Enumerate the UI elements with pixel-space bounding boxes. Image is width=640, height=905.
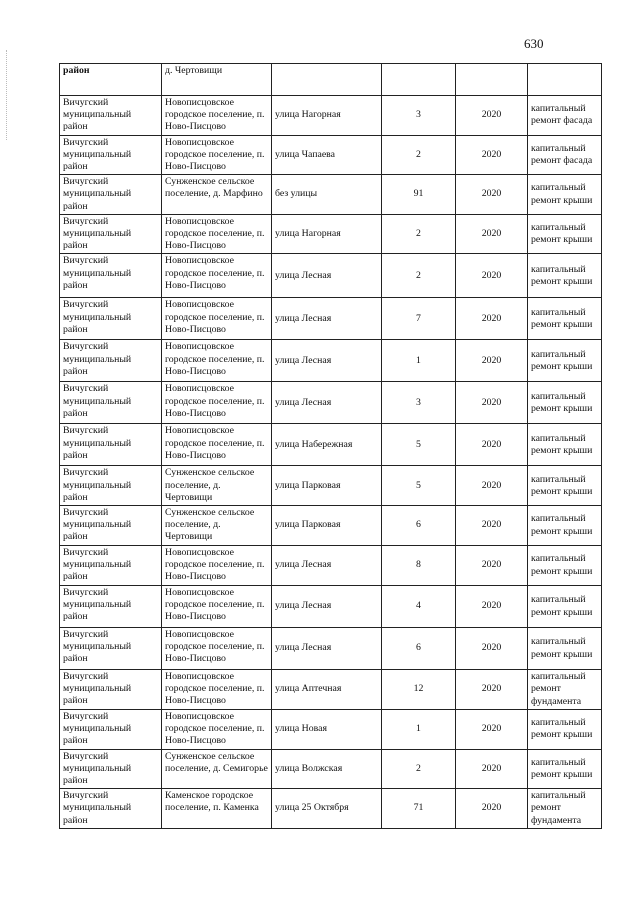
page-number: 630 bbox=[524, 36, 544, 51]
street-cell: улица 25 Октября bbox=[272, 789, 382, 829]
street-cell: улица Лесная bbox=[272, 298, 382, 340]
settlement-cell: Новописцовское городское поселение, п. Ново-Писцово bbox=[162, 546, 272, 586]
district-cell: Вичугский муниципальный район bbox=[60, 628, 162, 670]
year-cell: 2020 bbox=[456, 254, 528, 298]
settlement-cell: Сунженское сельское поселение, д. Чертовищи bbox=[162, 466, 272, 506]
house-number-cell: 8 bbox=[382, 546, 456, 586]
house-number-cell: 3 bbox=[382, 96, 456, 136]
house-number-cell: 6 bbox=[382, 628, 456, 670]
house-number-cell: 5 bbox=[382, 424, 456, 466]
district-cell: Вичугский муниципальный район bbox=[60, 340, 162, 382]
year-cell: 2020 bbox=[456, 135, 528, 175]
table-row bbox=[60, 749, 602, 789]
work-type-cell: капитальный ремонт крыши bbox=[528, 749, 602, 789]
district-cell: Вичугский муниципальный район bbox=[60, 96, 162, 136]
house-number-cell: 7 bbox=[382, 298, 456, 340]
settlement-cell: Сунженское сельское поселение, д. Семигорье bbox=[162, 749, 272, 789]
work-type-cell: капитальный ремонт крыши bbox=[528, 466, 602, 506]
table-row bbox=[60, 340, 602, 382]
street-cell: улица Нагорная bbox=[272, 214, 382, 254]
table-row bbox=[60, 254, 602, 298]
street-cell: улица Чапаева bbox=[272, 135, 382, 175]
table-row bbox=[60, 710, 602, 750]
year-cell: 2020 bbox=[456, 546, 528, 586]
district-cell: Вичугский муниципальный район bbox=[60, 424, 162, 466]
house-number-cell: 2 bbox=[382, 214, 456, 254]
street-cell bbox=[272, 64, 382, 96]
table-row bbox=[60, 670, 602, 710]
district-cell: район bbox=[60, 64, 162, 96]
settlement-cell: Новописцовское городское поселение, п. Ново-Писцово bbox=[162, 214, 272, 254]
year-cell: 2020 bbox=[456, 175, 528, 215]
year-cell: 2020 bbox=[456, 789, 528, 829]
year-cell: 2020 bbox=[456, 214, 528, 254]
street-cell: улица Парковая bbox=[272, 466, 382, 506]
table-row bbox=[60, 586, 602, 628]
table-row bbox=[60, 382, 602, 424]
table-row bbox=[60, 298, 602, 340]
work-type-cell: капитальный ремонт фасада bbox=[528, 135, 602, 175]
year-cell: 2020 bbox=[456, 710, 528, 750]
year-cell: 2020 bbox=[456, 506, 528, 546]
district-cell: Вичугский муниципальный район bbox=[60, 586, 162, 628]
repair-registry-table bbox=[59, 63, 602, 829]
district-cell: Вичугский муниципальный район bbox=[60, 710, 162, 750]
settlement-cell: Новописцовское городское поселение, п. Ново-Писцово bbox=[162, 710, 272, 750]
work-type-cell: капитальный ремонт крыши bbox=[528, 298, 602, 340]
work-type-cell: капитальный ремонт крыши bbox=[528, 424, 602, 466]
table-row bbox=[60, 135, 602, 175]
work-type-cell: капитальный ремонт крыши bbox=[528, 586, 602, 628]
year-cell: 2020 bbox=[456, 749, 528, 789]
settlement-cell: Каменское городское поселение, п. Каменка bbox=[162, 789, 272, 829]
year-cell: 2020 bbox=[456, 298, 528, 340]
street-cell: улица Лесная bbox=[272, 340, 382, 382]
work-type-cell: капитальный ремонт крыши bbox=[528, 214, 602, 254]
work-type-cell: капитальный ремонт крыши bbox=[528, 382, 602, 424]
settlement-cell: Новописцовское городское поселение, п. Ново-Писцово bbox=[162, 340, 272, 382]
work-type-cell: капитальный ремонт крыши bbox=[528, 710, 602, 750]
house-number-cell: 4 bbox=[382, 586, 456, 628]
district-cell: Вичугский муниципальный район bbox=[60, 298, 162, 340]
district-cell: Вичугский муниципальный район bbox=[60, 466, 162, 506]
settlement-cell: Сунженское сельское поселение, д. Чертовищи bbox=[162, 506, 272, 546]
house-number-cell: 1 bbox=[382, 340, 456, 382]
year-cell bbox=[456, 64, 528, 96]
table-row bbox=[60, 96, 602, 136]
table-row bbox=[60, 546, 602, 586]
work-type-cell: капитальный ремонт крыши bbox=[528, 546, 602, 586]
street-cell: улица Парковая bbox=[272, 506, 382, 546]
settlement-cell: Новописцовское городское поселение, п. Ново-Писцово bbox=[162, 298, 272, 340]
year-cell: 2020 bbox=[456, 96, 528, 136]
table-row bbox=[60, 789, 602, 829]
district-cell: Вичугский муниципальный район bbox=[60, 254, 162, 298]
street-cell: улица Лесная bbox=[272, 254, 382, 298]
house-number-cell: 6 bbox=[382, 506, 456, 546]
work-cell bbox=[528, 64, 602, 96]
settlement-cell: Новописцовское городское поселение, п. Ново-Писцово bbox=[162, 670, 272, 710]
district-cell: Вичугский муниципальный район bbox=[60, 175, 162, 215]
work-type-cell: капитальный ремонт фундамента bbox=[528, 670, 602, 710]
table-row bbox=[60, 628, 602, 670]
district-cell: Вичугский муниципальный район bbox=[60, 546, 162, 586]
house-number-cell: 3 bbox=[382, 382, 456, 424]
year-cell: 2020 bbox=[456, 424, 528, 466]
settlement-cell: д. Чертовищи bbox=[162, 64, 272, 96]
house-number-cell: 91 bbox=[382, 175, 456, 215]
table-row bbox=[60, 214, 602, 254]
table-row bbox=[60, 424, 602, 466]
settlement-cell: Сунженское сельское поселение, д. Марфино bbox=[162, 175, 272, 215]
year-cell: 2020 bbox=[456, 466, 528, 506]
house-number-cell: 12 bbox=[382, 670, 456, 710]
house-number-cell: 2 bbox=[382, 254, 456, 298]
house-number-cell: 71 bbox=[382, 789, 456, 829]
district-cell: Вичугский муниципальный район bbox=[60, 749, 162, 789]
district-cell: Вичугский муниципальный район bbox=[60, 670, 162, 710]
work-type-cell: капитальный ремонт фундамента bbox=[528, 789, 602, 829]
street-cell: улица Лесная bbox=[272, 382, 382, 424]
settlement-cell: Новописцовское городское поселение, п. Ново-Писцово bbox=[162, 628, 272, 670]
year-cell: 2020 bbox=[456, 670, 528, 710]
street-cell: улица Набережная bbox=[272, 424, 382, 466]
registry-table-body bbox=[60, 64, 602, 829]
district-cell: Вичугский муниципальный район bbox=[60, 506, 162, 546]
year-cell: 2020 bbox=[456, 586, 528, 628]
district-cell: Вичугский муниципальный район bbox=[60, 214, 162, 254]
table-row bbox=[60, 506, 602, 546]
district-cell: Вичугский муниципальный район bbox=[60, 789, 162, 829]
work-type-cell: капитальный ремонт крыши bbox=[528, 340, 602, 382]
settlement-cell: Новописцовское городское поселение, п. Ново-Писцово bbox=[162, 135, 272, 175]
street-cell: без улицы bbox=[272, 175, 382, 215]
scan-margin-marks bbox=[6, 50, 15, 140]
work-type-cell: капитальный ремонт крыши bbox=[528, 628, 602, 670]
house-cell bbox=[382, 64, 456, 96]
street-cell: улица Волжская bbox=[272, 749, 382, 789]
house-number-cell: 5 bbox=[382, 466, 456, 506]
street-cell: улица Лесная bbox=[272, 628, 382, 670]
street-cell: улица Нагорная bbox=[272, 96, 382, 136]
house-number-cell: 2 bbox=[382, 135, 456, 175]
district-cell: Вичугский муниципальный район bbox=[60, 382, 162, 424]
work-type-cell: капитальный ремонт крыши bbox=[528, 254, 602, 298]
street-cell: улица Лесная bbox=[272, 586, 382, 628]
street-cell: улица Новая bbox=[272, 710, 382, 750]
work-type-cell: капитальный ремонт крыши bbox=[528, 506, 602, 546]
work-type-cell: капитальный ремонт фасада bbox=[528, 96, 602, 136]
settlement-cell: Новописцовское городское поселение, п. Ново-Писцово bbox=[162, 254, 272, 298]
year-cell: 2020 bbox=[456, 340, 528, 382]
table-row bbox=[60, 466, 602, 506]
settlement-cell: Новописцовское городское поселение, п. Ново-Писцово bbox=[162, 586, 272, 628]
house-number-cell: 1 bbox=[382, 710, 456, 750]
settlement-cell: Новописцовское городское поселение, п. Ново-Писцово bbox=[162, 96, 272, 136]
settlement-cell: Новописцовское городское поселение, п. Ново-Писцово bbox=[162, 382, 272, 424]
year-cell: 2020 bbox=[456, 628, 528, 670]
street-cell: улица Лесная bbox=[272, 546, 382, 586]
year-cell: 2020 bbox=[456, 382, 528, 424]
work-type-cell: капитальный ремонт крыши bbox=[528, 175, 602, 215]
house-number-cell: 2 bbox=[382, 749, 456, 789]
table-row bbox=[60, 175, 602, 215]
district-cell: Вичугский муниципальный район bbox=[60, 135, 162, 175]
street-cell: улица Аптечная bbox=[272, 670, 382, 710]
table-row-continued bbox=[60, 64, 602, 96]
settlement-cell: Новописцовское городское поселение, п. Ново-Писцово bbox=[162, 424, 272, 466]
